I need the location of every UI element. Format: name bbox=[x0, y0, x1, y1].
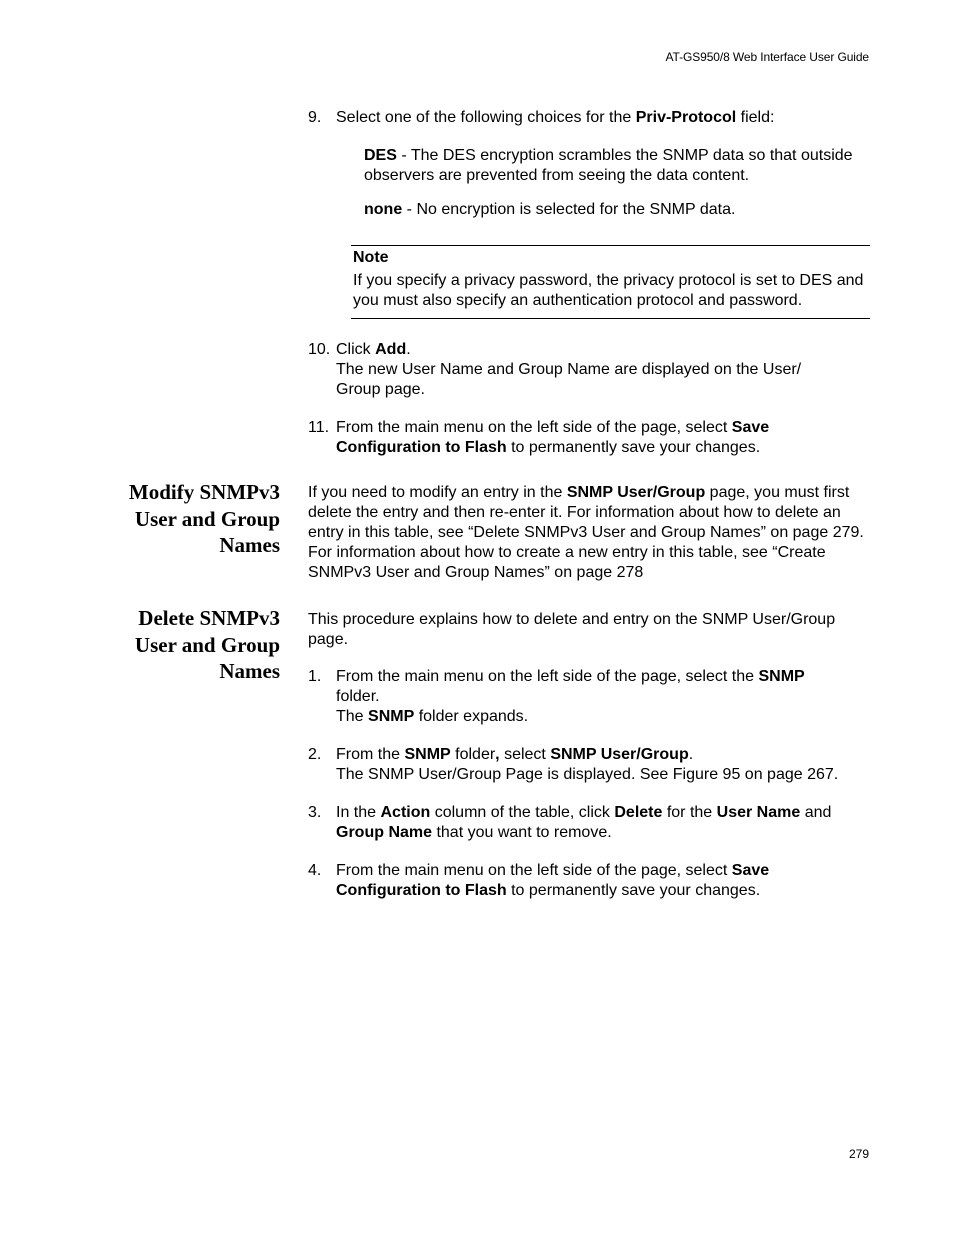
menu-item: SNMP User/Group bbox=[550, 746, 689, 763]
modify-heading bbox=[90, 479, 280, 559]
delete-step-3 bbox=[308, 803, 870, 843]
step-number: 1. bbox=[308, 668, 322, 685]
step-text: In the bbox=[336, 804, 381, 821]
delete-heading bbox=[90, 605, 280, 685]
step-text: The bbox=[336, 708, 369, 725]
none-definition bbox=[364, 200, 864, 220]
column-name: Action bbox=[380, 804, 431, 821]
step-text: and bbox=[800, 804, 832, 821]
field-name: Priv-Protocol bbox=[635, 109, 737, 126]
step-text: that you want to remove. bbox=[432, 824, 612, 841]
folder-name: SNMP bbox=[368, 708, 415, 725]
menu-item: Save Configuration to Flash bbox=[336, 419, 770, 456]
step-result: The SNMP User/Group Page is displayed. See Figure 95 on page 267. bbox=[336, 766, 839, 783]
heading-line: User and Group bbox=[134, 506, 280, 531]
step-9 bbox=[308, 108, 870, 128]
note-box bbox=[351, 245, 870, 319]
step-number: 11. bbox=[308, 419, 330, 436]
step-text: From the main menu on the left side of the page, select the bbox=[336, 668, 759, 685]
folder-name: SNMP bbox=[758, 668, 805, 685]
modify-paragraph bbox=[308, 483, 870, 583]
folder-name: SNMP bbox=[404, 746, 451, 763]
step-text: Select one of the following choices for the bbox=[336, 109, 636, 126]
delete-intro: This procedure explains how to delete and entry on the SNMP User/Group page. bbox=[308, 611, 836, 648]
step-text: Click bbox=[336, 341, 376, 358]
step-11 bbox=[308, 418, 870, 458]
step-text: . bbox=[688, 746, 694, 763]
step-text: folder expands. bbox=[414, 708, 529, 725]
step-text: for the bbox=[662, 804, 717, 821]
step-10 bbox=[308, 340, 870, 400]
step-text: . bbox=[406, 341, 411, 358]
step-text: to permanently save your changes. bbox=[506, 882, 761, 899]
none-term: none bbox=[364, 201, 403, 218]
step-text: select bbox=[499, 746, 551, 763]
step-text: From the bbox=[336, 746, 405, 763]
heading-line: Delete SNMPv3 bbox=[138, 606, 280, 630]
step-number: 3. bbox=[308, 804, 322, 821]
step-text: , bbox=[495, 746, 500, 763]
delete-step-1 bbox=[308, 667, 870, 727]
button-name: Delete bbox=[614, 804, 663, 821]
step-number: 4. bbox=[308, 862, 322, 879]
paragraph-text: page, you must first delete the entry and then re-enter it. For information about how to delete an entry in this table, see “Delete SNMPv3 User and Group Names” on page 279. For information about how to create a new entry in this table, see “Create SNMPv3 User and Group Names” on page 278 bbox=[308, 484, 864, 581]
step-number: 2. bbox=[308, 746, 322, 763]
step-text: column of the table, click bbox=[430, 804, 615, 821]
menu-item: Save Configuration to Flash bbox=[336, 862, 770, 899]
note-label: Note bbox=[353, 249, 389, 266]
none-text: - No encryption is selected for the SNMP data. bbox=[402, 201, 736, 218]
step-text: folder bbox=[450, 746, 496, 763]
heading-line: Names bbox=[219, 533, 280, 557]
step-number: 10. bbox=[308, 341, 331, 358]
step-text: From the main menu on the left side of the page, select bbox=[336, 862, 732, 879]
des-text: - The DES encryption scrambles the SNMP data so that outside observers are prevented from seeing the data content. bbox=[364, 147, 853, 184]
step-text: to permanently save your changes. bbox=[506, 439, 761, 456]
step-text: field: bbox=[736, 109, 775, 126]
delete-step-2 bbox=[308, 745, 870, 785]
des-definition bbox=[364, 146, 864, 186]
note-text: If you specify a privacy password, the privacy protocol is set to DES and you must also specify an authentication protocol and password. bbox=[353, 272, 864, 309]
delete-step-4 bbox=[308, 861, 870, 901]
paragraph-text: If you need to modify an entry in the bbox=[308, 484, 567, 501]
heading-line: Modify SNMPv3 bbox=[128, 480, 280, 504]
heading-line: User and Group bbox=[134, 632, 280, 657]
step-result: The new User Name and Group Name are displayed on the User/ Group page. bbox=[336, 361, 802, 398]
step-text: From the main menu on the left side of the page, select bbox=[336, 419, 732, 436]
button-name: Add bbox=[375, 341, 407, 358]
running-header: AT-GS950/8 Web Interface User Guide bbox=[665, 50, 869, 64]
des-term: DES bbox=[364, 147, 397, 164]
page-name: SNMP User/Group bbox=[566, 484, 706, 501]
step-number: 9. bbox=[308, 109, 322, 126]
field-name: Group Name bbox=[336, 824, 433, 841]
heading-line: Names bbox=[219, 659, 280, 683]
field-name: User Name bbox=[716, 804, 801, 821]
step-text: folder. bbox=[336, 688, 380, 705]
page-number: 279 bbox=[848, 1147, 869, 1161]
